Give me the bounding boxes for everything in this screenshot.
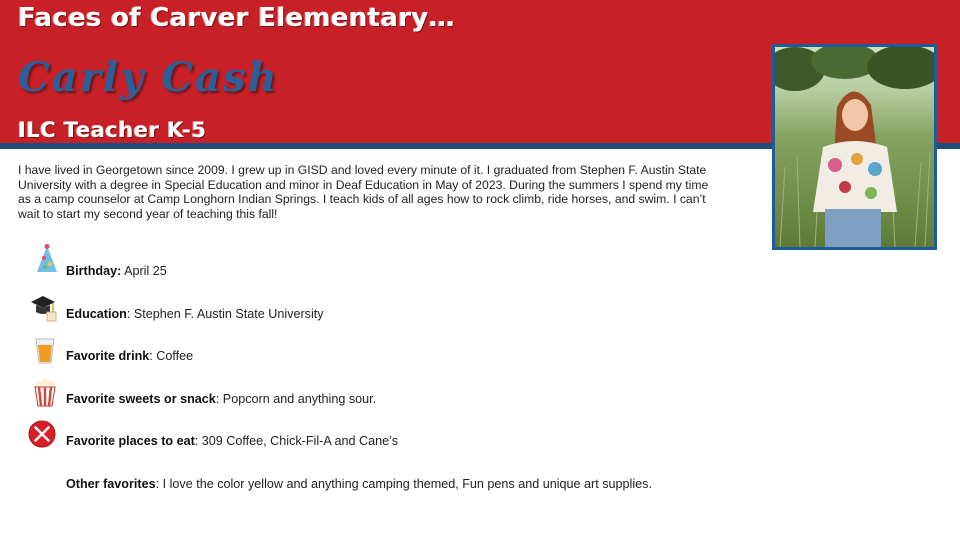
- fact-label: Birthday:: [66, 264, 122, 278]
- fact-favorite-snack: [66, 392, 726, 407]
- fact-education: [66, 307, 726, 322]
- party-hat-icon: [33, 244, 61, 274]
- fact-label: Favorite places to eat: [66, 434, 195, 448]
- fact-favorite-places: [66, 434, 726, 449]
- fact-label: Favorite drink: [66, 349, 150, 363]
- fact-label: Other favorites: [66, 477, 156, 491]
- fact-value: : I love the color yellow and anything camping themed, Fun pens and unique art supplies.: [155, 477, 652, 491]
- popcorn-icon: [31, 377, 59, 407]
- fork-knife-icon: [28, 419, 56, 449]
- fact-label: Favorite sweets or snack: [66, 392, 216, 406]
- teacher-role: ILC Teacher K-5: [18, 118, 207, 142]
- drink-glass-icon: [31, 335, 59, 365]
- teacher-name: Carly Cash: [18, 54, 279, 101]
- teacher-photo: [772, 44, 937, 250]
- fact-favorite-drink: [66, 349, 726, 364]
- graduation-cap-icon: [29, 293, 57, 323]
- fact-value: : Stephen F. Austin State University: [126, 307, 324, 321]
- fact-value: April 25: [121, 264, 167, 278]
- fact-label: Education: [66, 307, 127, 321]
- bio-paragraph: I have lived in Georgetown since 2009. I grew up in GISD and loved every minute of it. I graduated from Stephen F. Austin State University with a degree in Special Education and minor in Deaf Education in May of 2023. During the summers I spend my time as a camp counselor at Camp Longhorn Indian Springs. I teach kids of all ages how to rock climb, ride horses, and swim. I can’t wait to start my second year of teaching this fall!: [18, 163, 709, 221]
- fact-other-favorites: [66, 477, 726, 492]
- fact-value: : Popcorn and anything sour.: [215, 392, 377, 406]
- fact-value: : 309 Coffee, Chick-Fil-A and Cane’s: [194, 434, 399, 448]
- fact-value: : Coffee: [149, 349, 194, 363]
- fact-birthday: [66, 264, 726, 279]
- page-heading: Faces of Carver Elementary…: [18, 3, 455, 33]
